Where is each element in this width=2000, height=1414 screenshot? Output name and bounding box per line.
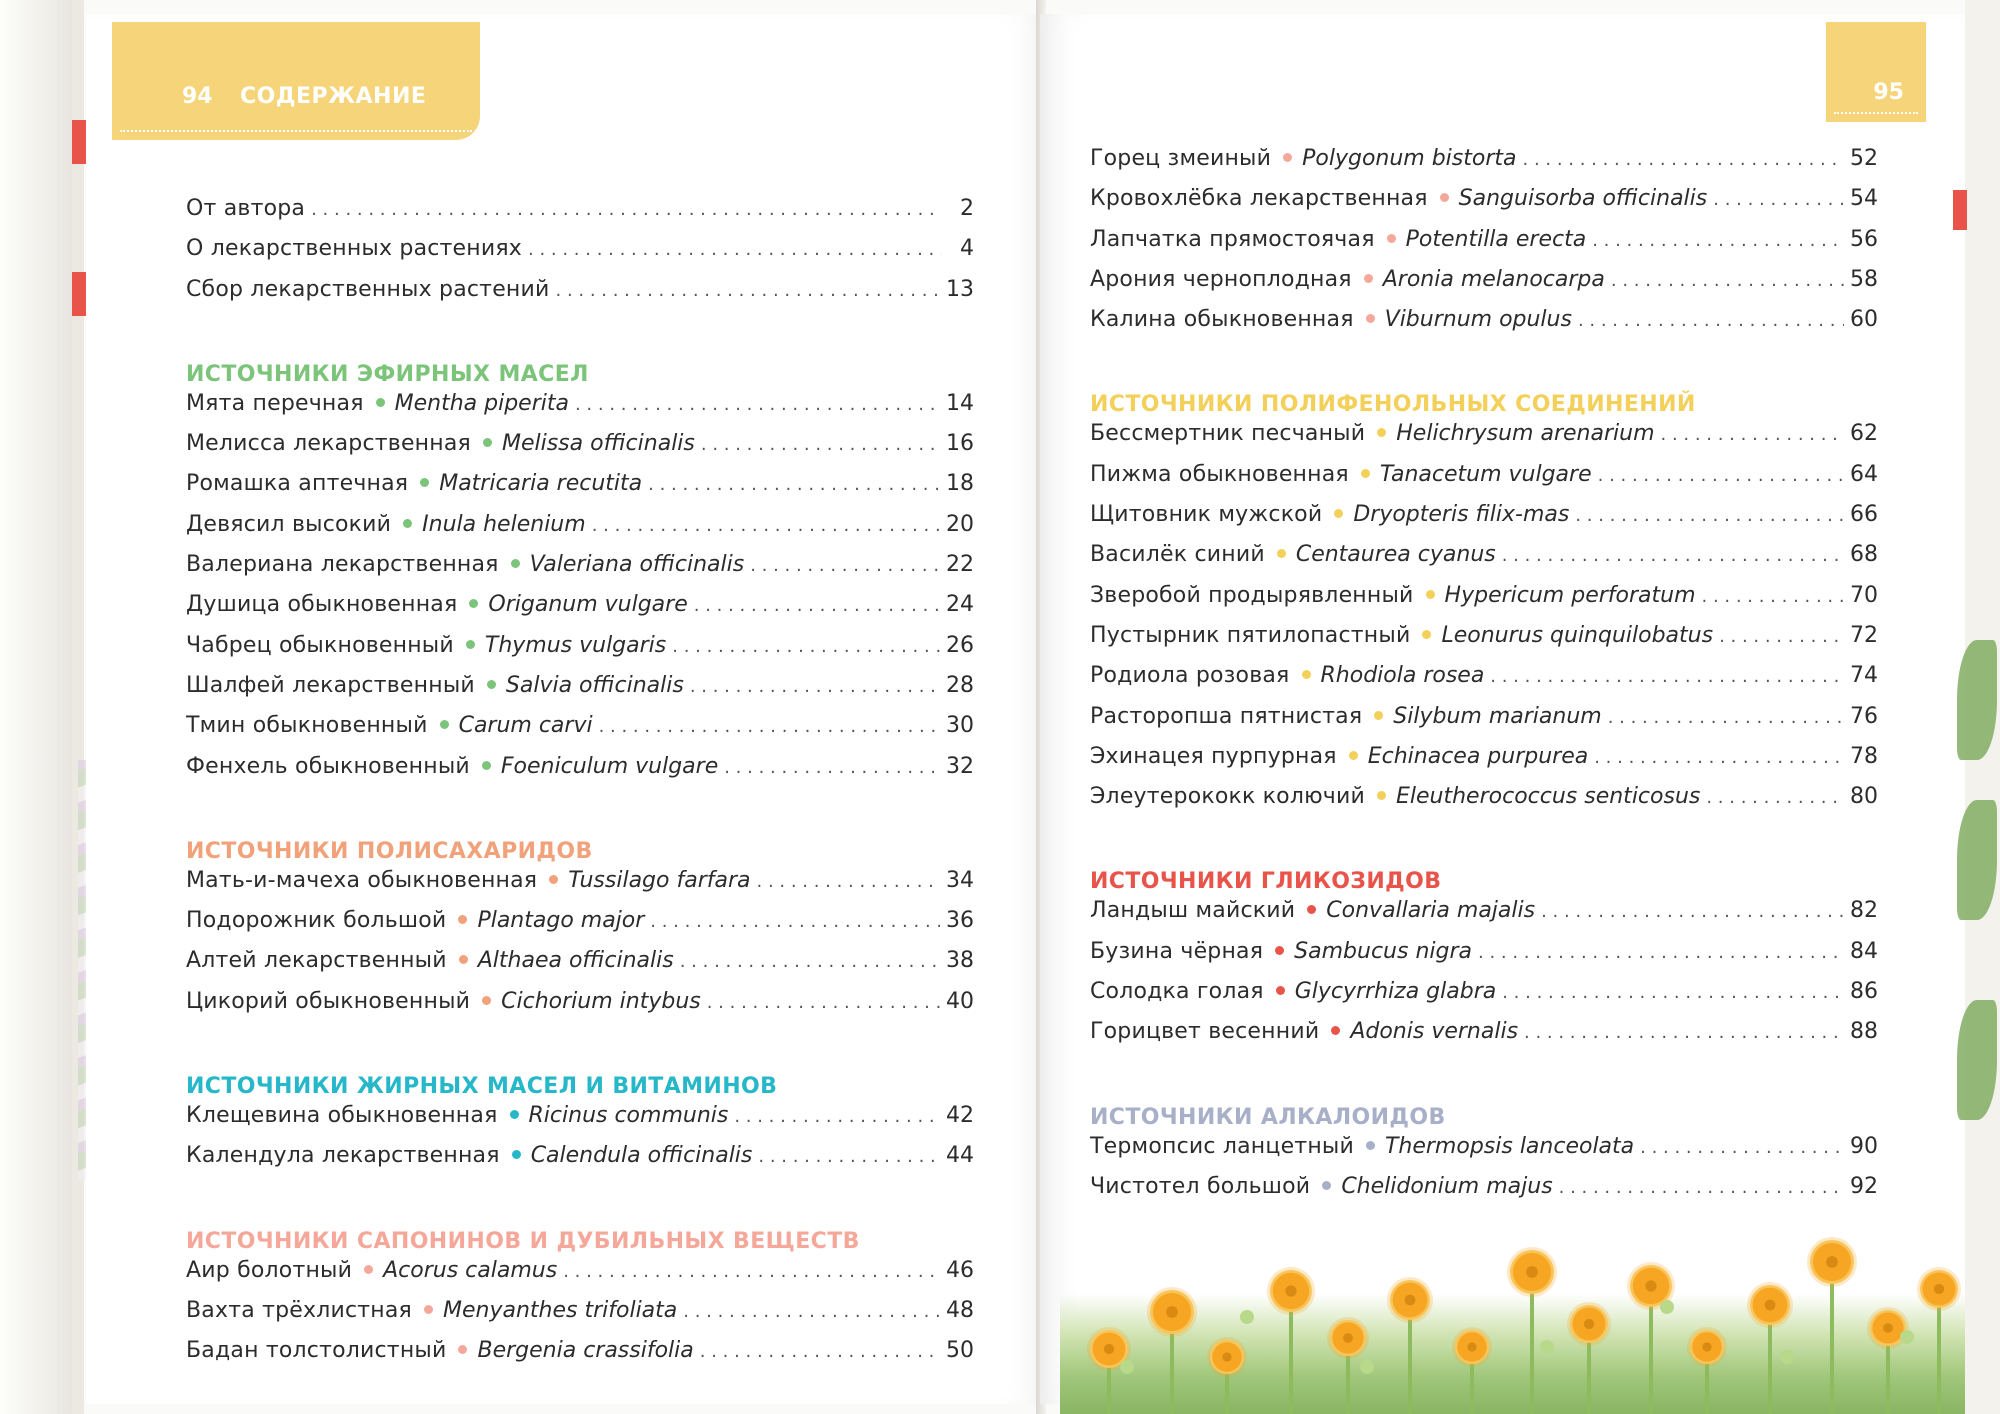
calendula-flower-icon [1510,1250,1554,1294]
plant-name-ru: Щитовник мужской [1090,502,1323,528]
dot-leader [311,199,942,220]
toc-entry[interactable] [1090,502,1878,542]
bullet-dot-icon [364,1265,373,1274]
plant-name-latin: Centaurea cyanus [1295,542,1496,568]
toc-entry[interactable] [1090,704,1878,744]
page-number: 94 [182,84,213,109]
toc-entry[interactable] [186,391,974,431]
dot-leader [694,595,940,616]
bullet-dot-icon [1377,791,1386,800]
calendula-flower-icon [1750,1285,1790,1325]
plant-name-ru: Мелисса лекарственная [186,431,471,457]
toc-entry[interactable] [186,431,974,471]
dot-leader [672,636,940,657]
page-reference: 48 [946,1297,974,1323]
bullet-dot-icon [458,915,467,924]
calendula-flower-icon [1570,1305,1608,1343]
toc-entry[interactable] [186,552,974,592]
toc-entry[interactable] [1090,663,1878,703]
plant-name-latin: Glycyrrhiza glabra [1294,979,1497,1005]
bullet-dot-icon [1275,946,1284,955]
flower-stem [1830,1262,1834,1414]
toc-entry[interactable] [186,754,974,794]
section-heading: ИСТОЧНИКИ САПОНИНОВ И ДУБИЛЬНЫХ ВЕЩЕСТВ [186,1228,860,1254]
plant-name-ru: Алтей лекарственный [186,948,447,974]
plant-name-latin: Menyanthes trifoliata [443,1297,678,1323]
dot-leader [1575,505,1844,526]
bullet-dot-icon [1331,1026,1340,1035]
toc-entry[interactable] [1090,542,1878,582]
page-reference: 46 [946,1257,974,1283]
dot-leader [1541,901,1844,922]
right-page-header [1826,22,1926,122]
plant-name-latin: Salvia officinalis [505,672,684,698]
page-reference: 58 [1850,266,1878,292]
calendula-flower-icon [1270,1270,1312,1312]
plant-name-ru: Клещевина обыкновенная [186,1103,498,1129]
section-heading: ИСТОЧНИКИ ПОЛИСАХАРИДОВ [186,838,593,864]
bullet-dot-icon [1377,428,1386,437]
plant-name-latin: Convallaria majalis [1326,898,1536,924]
page-reference: 34 [946,867,974,893]
page-reference: 78 [1850,743,1878,769]
dot-leader [1502,545,1844,566]
calendula-flower-icon [1150,1290,1194,1334]
bullet-dot-icon [482,996,491,1005]
flower-bud-icon [1540,1340,1554,1354]
plant-name-latin: Thymus vulgaris [484,632,667,658]
toc-left-column [186,196,974,1379]
dot-leader [1478,942,1844,963]
leaf-icon [1957,1000,1997,1120]
plant-name-ru: Сбор лекарственных растений [186,276,550,302]
plant-name-ru: Фенхель обыкновенный [186,753,470,779]
page-reference: 28 [946,672,974,698]
dot-leader [757,871,941,892]
plant-name-latin: Matricaria recutita [439,471,643,497]
plant-name-ru: Василёк синий [1090,542,1265,568]
plant-name-ru: Вахта трёхлистная [186,1297,412,1323]
plant-name-latin: Carum carvi [458,713,593,739]
bullet-dot-icon [1387,234,1396,243]
bullet-dot-icon [440,720,449,729]
page-reference: 60 [1850,307,1878,333]
plant-name-ru: Лапчатка прямостоячая [1090,226,1375,252]
calendula-flower-icon [1810,1240,1854,1284]
page-reference: 80 [1850,784,1878,810]
bullet-dot-icon [511,559,520,568]
page-reference: 42 [946,1103,974,1129]
page-reference: 84 [1850,938,1878,964]
section-heading: ИСТОЧНИКИ ПОЛИФЕНОЛЬНЫХ СОЕДИНЕНИЙ [1090,392,1696,418]
plant-name-ru: Кровохлёбка лекарственная [1090,186,1428,212]
dot-leader [1598,465,1844,486]
dot-leader [1706,787,1844,808]
plant-name-latin: Sambucus nigra [1294,938,1472,964]
page-reference: 22 [946,552,974,578]
plant-name-latin: Melissa officinalis [501,431,695,457]
toc-entry[interactable] [186,989,974,1029]
toc-entry[interactable] [186,471,974,511]
dot-leader [690,676,940,697]
page-reference: 20 [946,511,974,537]
plant-name-ru: Солодка голая [1090,979,1264,1005]
dot-leader [683,1301,940,1322]
page-reference: 90 [1850,1133,1878,1159]
toc-entry[interactable] [186,196,974,236]
plant-name-latin: Polygonum bistorta [1302,146,1517,171]
bullet-dot-icon [483,438,492,447]
bullet-dot-icon [1374,711,1383,720]
red-page-tab [1953,190,1967,230]
plant-name-ru: Девясил высокий [186,511,392,537]
bullet-dot-icon [1277,549,1286,558]
plant-name-ru: Тмин обыкновенный [186,713,428,739]
plant-name-latin: Foeniculum vulgare [500,753,719,779]
plant-name-ru: Душица обыкновенная [186,592,458,618]
dot-leader [734,1106,940,1127]
toc-entry[interactable] [186,592,974,632]
toc-entry[interactable] [1090,744,1878,784]
toc-entry[interactable] [1090,979,1878,1019]
bullet-dot-icon [1283,153,1292,162]
toc-entry[interactable] [186,1338,974,1378]
dot-leader [758,1146,940,1167]
toc-right-column [1090,146,1878,1214]
calendula-flower-icon [1330,1320,1366,1356]
plant-name-ru: Зверобой продырявленный [1090,582,1414,608]
page-reference: 72 [1850,622,1878,648]
toc-entry[interactable] [186,1103,974,1143]
page-reference: 74 [1850,663,1878,689]
flower-bud-icon [1780,1350,1794,1364]
plant-name-latin: Leonurus quinquilobatus [1441,622,1714,648]
dot-leader [1502,982,1844,1003]
bullet-dot-icon [512,1150,521,1159]
plant-name-latin: Echinacea purpurea [1367,743,1589,769]
dot-leader [556,280,940,301]
page-reference: 13 [946,276,974,302]
page-reference: 66 [1850,502,1878,528]
toc-entry[interactable] [1090,227,1878,267]
page-reference: 24 [946,592,974,618]
plant-name-latin: Bergenia crassifolia [477,1338,694,1364]
calendula-flower-icon [1920,1270,1958,1308]
page-reference: 38 [946,948,974,974]
plant-name-ru: Элеутерококк колючий [1090,784,1365,810]
dot-leader [1608,707,1844,728]
toc-entry[interactable] [186,908,974,948]
dot-leader [1713,189,1844,210]
page-reference: 62 [1850,421,1878,447]
page-reference: 56 [1850,226,1878,252]
toc-entry[interactable] [1090,898,1878,938]
dot-leader [707,992,940,1013]
plant-name-latin: Rhodiola rosea [1320,663,1485,689]
calendula-flower-icon [1390,1280,1430,1320]
bullet-dot-icon [1302,670,1311,679]
calendula-flower-icon [1690,1330,1724,1364]
toc-entry[interactable] [1090,462,1878,502]
dot-leader [1611,270,1844,291]
plant-name-ru: Ландыш майский [1090,898,1296,924]
plant-name-latin: Inula helenium [422,511,586,537]
bullet-dot-icon [1334,509,1343,518]
page-reference: 4 [960,236,974,262]
plant-name-ru: Аир болотный [186,1257,353,1283]
page-reference: 32 [946,753,974,779]
bullet-dot-icon [1322,1181,1331,1190]
dot-leader [1523,149,1845,170]
dot-leader [592,515,940,536]
page-reference: 36 [946,908,974,934]
toc-entry[interactable] [1090,307,1878,347]
plant-name-latin: Potentilla erecta [1405,226,1587,252]
plant-name-latin: Origanum vulgare [488,592,688,618]
section-heading: ИСТОЧНИКИ АЛКАЛОИДОВ [1090,1104,1446,1130]
leaf-icon [1957,800,1997,920]
leaf-icon [1957,640,1997,760]
toc-entry[interactable] [1090,1174,1878,1214]
dot-leader [680,951,940,972]
plant-name-latin: Helichrysum arenarium [1396,421,1655,447]
toc-entry[interactable] [1090,267,1878,307]
flower-bud-icon [1240,1310,1254,1324]
page-reference: 40 [946,988,974,1014]
plant-name-latin: Aronia melanocarpa [1382,266,1605,292]
dot-leader [1592,230,1844,251]
plant-name-latin: Silybum marianum [1393,703,1602,729]
plant-name-ru: Бадан толстолистный [186,1338,447,1364]
plant-name-latin: Adonis vernalis [1350,1019,1519,1045]
dot-leader [599,716,940,737]
page-reference: 30 [946,713,974,739]
bullet-dot-icon [1364,274,1373,283]
bullet-dot-icon [459,955,468,964]
toc-entry[interactable] [186,948,974,988]
section-heading: ИСТОЧНИКИ ГЛИКОЗИДОВ [1090,869,1442,895]
dot-leader [1640,1137,1844,1158]
plant-name-ru: Расторопша пятнистая [1090,703,1363,729]
plant-name-latin: Dryopteris filix-mas [1353,502,1570,528]
calendula-illustration [1060,1210,1965,1414]
left-page-header [112,22,480,140]
toc-entry[interactable] [186,633,974,673]
calendula-flower-icon [1455,1330,1489,1364]
bullet-dot-icon [549,875,558,884]
plant-name-latin: Hypericum perforatum [1444,582,1696,608]
bullet-dot-icon [1276,986,1285,995]
toc-entry[interactable] [1090,1019,1878,1059]
dot-leader [701,434,940,455]
plant-name-latin: Cichorium intybus [501,988,701,1014]
page-reference: 76 [1850,703,1878,729]
plant-name-ru: Пижма обыкновенная [1090,461,1349,487]
page-title: СОДЕРЖАНИЕ [240,84,427,109]
plant-name-latin: Calendula officinalis [530,1143,753,1169]
bullet-dot-icon [469,599,478,608]
toc-entry[interactable] [1090,421,1878,461]
page-reference: 88 [1850,1019,1878,1045]
plant-name-ru: Валериана лекарственная [186,552,499,578]
plant-name-ru: Чабрец обыкновенный [186,632,454,658]
plant-name-ru: Калина обыкновенная [1090,307,1354,333]
bullet-dot-icon [510,1110,519,1119]
bullet-dot-icon [458,1345,467,1354]
section-heading: ИСТОЧНИКИ ЭФИРНЫХ МАСЕЛ [186,361,589,387]
plant-name-ru: Бессмертник песчаный [1090,421,1366,447]
bullet-dot-icon [403,519,412,528]
plant-name-ru: Чистотел большой [1090,1173,1311,1199]
bullet-dot-icon [376,398,385,407]
plant-name-ru: Календула лекарственная [186,1143,500,1169]
toc-entry[interactable] [186,1258,974,1298]
plant-name-ru: Мать-и-мачеха обыкновенная [186,867,538,893]
toc-entry[interactable] [186,277,974,317]
toc-entry[interactable] [186,512,974,552]
right-scan-margin [1965,0,2000,1414]
plant-name-ru: Горицвет весенний [1090,1019,1320,1045]
toc-entry[interactable] [186,1298,974,1338]
plant-name-ru: Цикорий обыкновенный [186,988,471,1014]
plant-name-ru: Горец змеиный [1090,146,1272,171]
dot-leader [1578,310,1844,331]
toc-entry[interactable] [1090,623,1878,663]
toc-entry[interactable] [1090,939,1878,979]
calendula-flower-icon [1210,1340,1244,1374]
toc-entry[interactable] [1090,784,1878,824]
plant-name-latin: Eleutherococcus senticosus [1396,784,1701,810]
plant-name-latin: Acorus calamus [383,1257,558,1283]
plant-name-ru: Пустырник пятилопастный [1090,622,1411,648]
page-reference: 14 [946,390,974,416]
page-reference: 68 [1850,542,1878,568]
page-reference: 44 [946,1143,974,1169]
page-reference: 86 [1850,979,1878,1005]
bullet-dot-icon [1349,751,1358,760]
dot-leader [563,1261,940,1282]
toc-entry[interactable] [186,236,974,276]
dot-leader [528,239,942,260]
red-page-tab [72,272,86,316]
page-reference: 54 [1850,186,1878,212]
dot-leader [1594,747,1844,768]
page-reference: 64 [1850,461,1878,487]
toc-entry[interactable] [186,673,974,713]
dot-leader [1559,1177,1844,1198]
plant-name-ru: Мята перечная [186,390,364,416]
flower-bud-icon [1120,1360,1134,1374]
plant-name-latin: Chelidonium majus [1341,1173,1553,1199]
bullet-dot-icon [482,761,491,770]
plant-name-latin: Sanguisorba officinalis [1458,186,1708,212]
bullet-dot-icon [1440,193,1449,202]
plant-name-ru: Родиола розовая [1090,663,1290,689]
left-scan-margin [0,0,72,1414]
flower-bud-icon [1360,1360,1374,1374]
page-reference: 50 [946,1338,974,1364]
page-reference: 2 [960,196,974,221]
dot-leader [1524,1022,1844,1043]
dot-leader [575,394,940,415]
plant-name-ru: Эхинацея пурпурная [1090,743,1337,769]
bullet-dot-icon [1422,630,1431,639]
bullet-dot-icon [1426,590,1435,599]
page-reference: 52 [1850,146,1878,171]
plant-name-ru: Шалфей лекарственный [186,672,475,698]
toc-entry[interactable] [1090,146,1878,186]
page-reference: 18 [946,471,974,497]
plant-name-ru: Бузина чёрная [1090,938,1264,964]
plant-name-latin: Thermopsis lanceolata [1384,1133,1635,1159]
bullet-dot-icon [424,1305,433,1314]
page-reference: 16 [946,431,974,457]
plant-name-ru: Арония черноплодная [1090,266,1352,292]
dot-leader [1702,586,1844,607]
plant-name-latin: Valeriana officinalis [529,552,745,578]
plant-name-latin: Tussilago farfara [568,867,751,893]
bullet-dot-icon [466,640,475,649]
dot-leader [750,555,940,576]
plant-name-latin: Plantago major [477,908,645,934]
plant-name-ru: Ромашка аптечная [186,471,409,497]
plant-name-ru: Подорожник большой [186,908,447,934]
bullet-dot-icon [1307,905,1316,914]
page-edge-stripe [72,0,84,1414]
toc-entry[interactable] [1090,583,1878,623]
bullet-dot-icon [1366,1141,1375,1150]
page-reference: 26 [946,632,974,658]
toc-entry[interactable] [1090,1134,1878,1174]
plant-name-latin: Althaea officinalis [477,948,674,974]
plant-name-latin: Tanacetum vulgare [1379,461,1592,487]
plant-name-ru: Термопсис ланцетный [1090,1133,1354,1159]
page-number: 95 [1873,80,1904,105]
flower-bud-icon [1660,1300,1674,1314]
section-heading: ИСТОЧНИКИ ЖИРНЫХ МАСЕЛ И ВИТАМИНОВ [186,1074,778,1100]
flower-bud-icon [1900,1330,1914,1344]
toc-entry[interactable] [186,1143,974,1183]
toc-entry[interactable] [186,868,974,908]
plant-name-ru: От автора [186,196,306,221]
dot-leader [1661,424,1844,445]
page-reference: 82 [1850,898,1878,924]
dot-leader [724,757,940,778]
page-reference: 92 [1850,1173,1878,1199]
red-page-tab [72,120,86,164]
bullet-dot-icon [487,680,496,689]
dot-leader [700,1341,940,1362]
dot-leader [648,474,940,495]
plant-name-ru: О лекарственных растениях [186,236,523,262]
plant-name-latin: Viburnum opulus [1384,307,1572,333]
bullet-dot-icon [1361,469,1370,478]
plant-name-latin: Ricinus communis [528,1103,729,1129]
toc-entry[interactable] [186,713,974,753]
dot-leader [1490,666,1844,687]
dot-leader [650,911,940,932]
plant-name-latin: Mentha piperita [394,390,569,416]
page-reference: 70 [1850,582,1878,608]
bullet-dot-icon [1366,314,1375,323]
bullet-dot-icon [420,478,429,487]
dot-leader [1719,626,1844,647]
toc-entry[interactable] [1090,186,1878,226]
